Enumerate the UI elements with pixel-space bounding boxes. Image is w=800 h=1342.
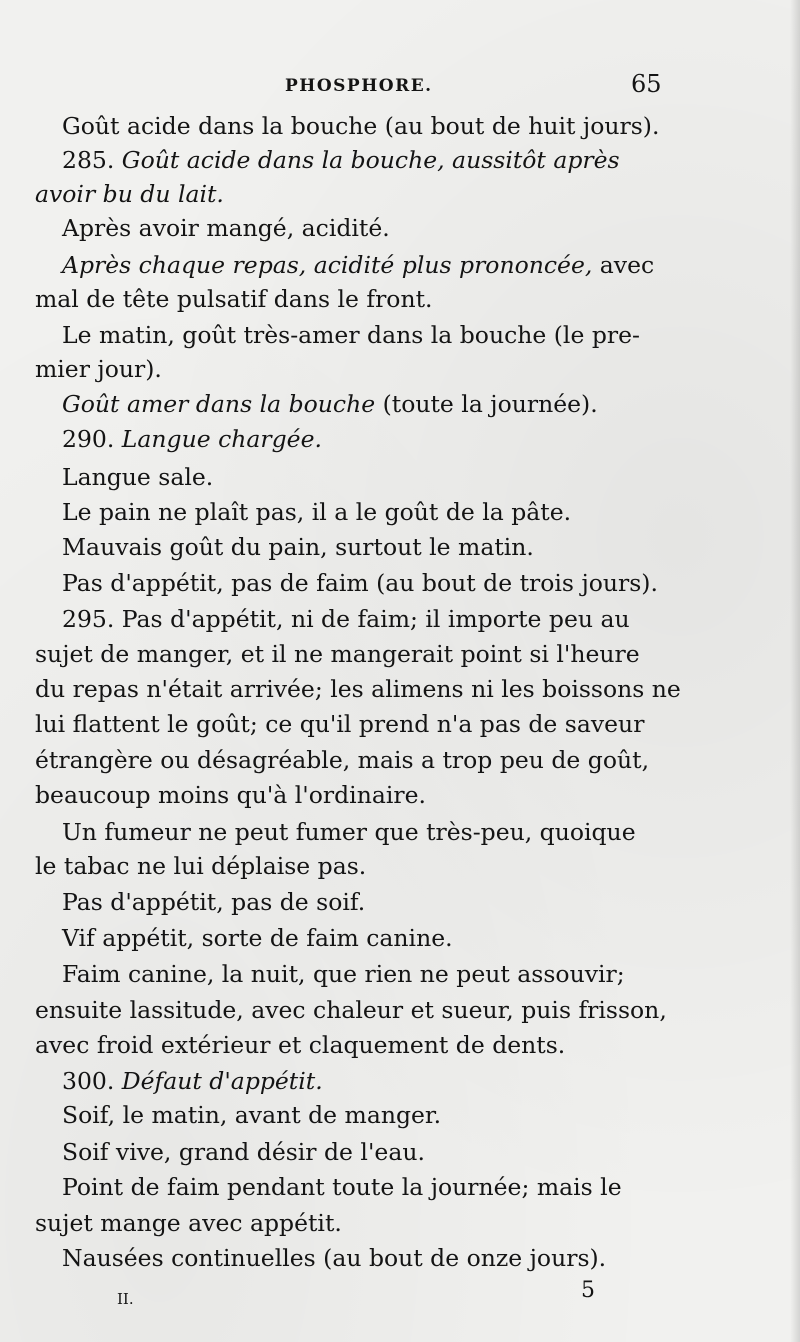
text-line: [62, 462, 213, 492]
sheet-number: 5: [581, 1278, 595, 1303]
text-line: [62, 959, 625, 989]
text-line: [35, 851, 366, 881]
text-line: [35, 179, 224, 209]
text-line: [62, 532, 534, 562]
text-segment: Après avoir mangé, acidité.: [62, 214, 390, 242]
text-segment: Soif, le matin, avant de manger.: [62, 1101, 442, 1129]
running-header-title: PHOSPHORE.: [285, 76, 433, 96]
text-segment: beaucoup moins qu'à l'ordinaire.: [35, 781, 426, 809]
text-segment: Goût acide dans la bouche (au bout de huit jours).: [62, 112, 660, 140]
page-edge-shadow: [790, 0, 800, 1342]
text-line: [62, 1100, 441, 1130]
text-line: [35, 1030, 565, 1060]
italic-text-segment: Goût acide dans la bouche, aussitôt après: [121, 146, 620, 174]
text-segment: mier jour).: [35, 355, 162, 383]
text-segment: mal de tête pulsatif dans le front.: [35, 285, 433, 313]
text-line: [62, 604, 630, 634]
text-segment: Soif vive, grand désir de l'eau.: [62, 1138, 425, 1166]
text-line: [62, 320, 640, 350]
italic-text-segment: Après chaque repas, acidité plus prononcée,: [62, 251, 593, 279]
text-line: [62, 1137, 425, 1167]
text-segment: sujet de manger, et il ne mangerait point si l'heure: [35, 640, 640, 668]
text-line: [35, 354, 162, 384]
text-line: [62, 1243, 606, 1273]
text-segment: 285.: [62, 146, 122, 174]
text-line: [62, 250, 654, 280]
text-line: [62, 424, 322, 454]
text-line: [62, 1172, 622, 1202]
text-segment: (toute la journée).: [375, 390, 598, 418]
text-line: [35, 674, 681, 704]
text-segment: lui flattent le goût; ce qu'il prend n'a pas de saveur: [35, 710, 645, 738]
text-line: [62, 817, 636, 847]
text-segment: étrangère ou désagréable, mais a trop peu de goût,: [35, 746, 650, 774]
text-line: [62, 1066, 323, 1096]
text-segment: avec: [592, 251, 655, 279]
text-segment: 300.: [62, 1067, 122, 1095]
text-line: [62, 111, 659, 141]
signature-mark: II.: [117, 1290, 134, 1308]
text-line: [35, 995, 667, 1025]
text-segment: Mauvais goût du pain, surtout le matin.: [62, 533, 534, 561]
text-line: [35, 639, 640, 669]
text-line: [35, 1208, 342, 1238]
text-line: [62, 145, 620, 175]
text-line: [35, 709, 644, 739]
text-segment: sujet mange avec appétit.: [35, 1209, 342, 1237]
text-segment: Pas d'appétit, pas de soif.: [62, 888, 366, 916]
text-line: [62, 389, 598, 419]
text-segment: ensuite lassitude, avec chaleur et sueur, puis frisson,: [35, 996, 667, 1024]
italic-text-segment: Défaut d'appétit.: [121, 1067, 323, 1095]
text-line: [62, 923, 453, 953]
text-segment: 290.: [62, 425, 122, 453]
text-line: [35, 284, 433, 314]
text-segment: Point de faim pendant toute la journée; mais le: [62, 1173, 622, 1201]
italic-text-segment: Goût amer dans la bouche: [62, 390, 376, 418]
text-segment: Pas d'appétit, pas de faim (au bout de trois jours).: [62, 569, 658, 597]
text-line: [62, 213, 390, 243]
text-segment: avec froid extérieur et claquement de dents.: [35, 1031, 566, 1059]
text-segment: Langue sale.: [62, 463, 214, 491]
text-line: [35, 745, 649, 775]
text-segment: Le matin, goût très-amer dans la bouche (le pre-: [62, 321, 640, 349]
text-segment: le tabac ne lui déplaise pas.: [35, 852, 367, 880]
text-segment: Nausées continuelles (au bout de onze jours).: [62, 1244, 607, 1272]
text-segment: Faim canine, la nuit, que rien ne peut assouvir;: [62, 960, 625, 988]
text-line: [35, 780, 426, 810]
text-line: [62, 497, 571, 527]
italic-text-segment: avoir bu du lait.: [35, 180, 224, 208]
italic-text-segment: Langue chargée.: [121, 425, 322, 453]
text-segment: Vif appétit, sorte de faim canine.: [62, 924, 453, 952]
text-line: [62, 568, 658, 598]
text-line: [62, 887, 365, 917]
text-segment: Le pain ne plaît pas, il a le goût de la pâte.: [62, 498, 572, 526]
text-segment: 295. Pas d'appétit, ni de faim; il importe peu au: [62, 605, 630, 633]
text-segment: du repas n'était arrivée; les alimens ni les boissons ne: [35, 675, 681, 703]
text-segment: Un fumeur ne peut fumer que très-peu, quoique: [62, 818, 636, 846]
page-number: 65: [631, 70, 662, 98]
